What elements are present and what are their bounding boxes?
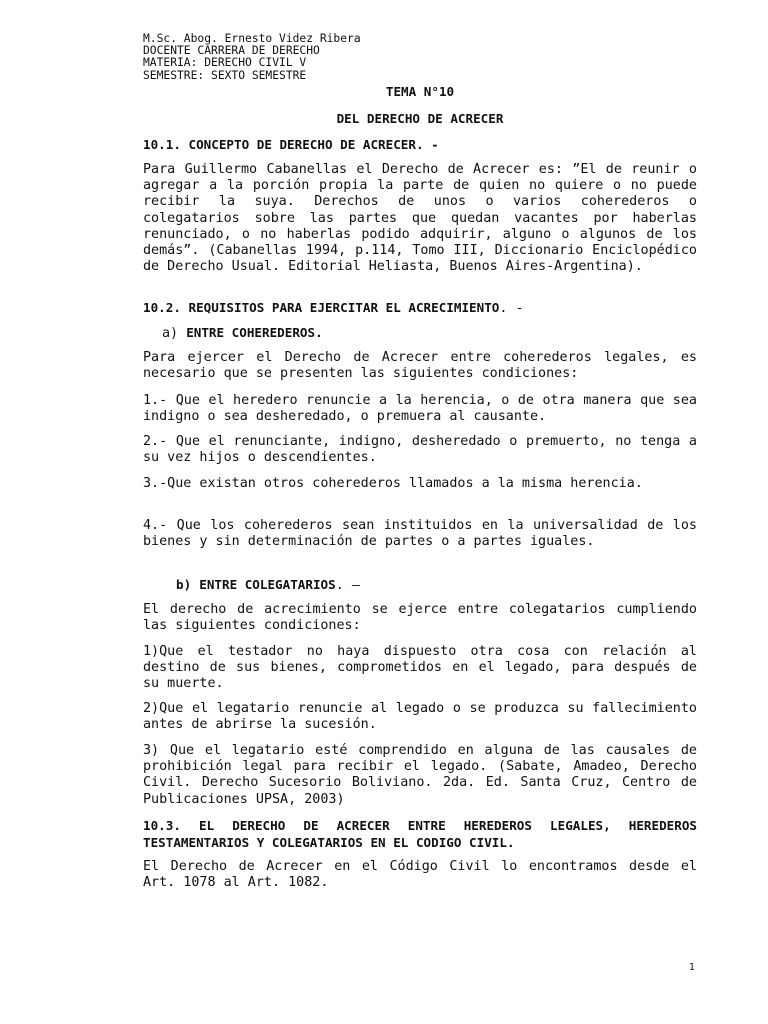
subsection-a-item-3: 3.-Que existan otros coherederos llamados a la misma herencia. bbox=[143, 476, 643, 491]
section-2-heading-text: 10.2. REQUISITOS PARA EJERCITAR EL ACRECIMIENTO bbox=[143, 300, 500, 315]
section-1-paragraph: Para Guillermo Cabanellas el Derecho de Acrecer es: ”El de reunir o agregar a la porción propia la parte de quien no quiere o no puede recibir la suya. Derechos de unos o varios coherederos o colegatarios sobre las partes que quedan vacantes por haberlas renunciado, o no haberlas podido adquirir, alguno o algunos de los demás”. (Cabanellas 1994, p.114, Tomo III, Diccionario Enciclopédico de Derecho Usual. Editorial Heliasta, Buenos Aires-Argentina). bbox=[143, 162, 697, 275]
subsection-b-item-3: 3) Que el legatario esté comprendido en alguna de las causales de prohibición legal para recibir el legado. (Sabate, Amadeo, Derecho Civil. Derecho Sucesorio Boliviano. 2da. Ed. Santa Cruz, Centro de Publicaciones UPSA, 2003) bbox=[143, 743, 697, 807]
section-3-heading: 10.3. EL DERECHO DE ACRECER ENTRE HEREDEROS LEGALES, HEREDEROS TESTAMENTARIOS Y COLEGATARIOS EN EL CODIGO CIVIL. bbox=[143, 818, 697, 850]
subsection-b-intro: El derecho de acrecimiento se ejerce entre colegatarios cumpliendo las siguientes condiciones: bbox=[143, 602, 697, 634]
subsection-a-heading bbox=[162, 325, 323, 341]
section-2-heading-suffix: . - bbox=[499, 301, 524, 316]
subsection-a-item-2: 2.- Que el renunciante, indigno, desheredado o premuerto, no tenga a su vez hijos o descendientes. bbox=[143, 434, 697, 466]
subsection-b-marker: b) bbox=[176, 577, 192, 592]
document-header bbox=[143, 33, 361, 82]
tema-title: TEMA N°10 bbox=[385, 84, 455, 99]
subsection-b-heading bbox=[176, 577, 360, 593]
semester-line: SEMESTRE: SEXTO SEMESTRE bbox=[143, 68, 307, 82]
subject-line: MATERIA: DERECHO CIVIL V bbox=[143, 56, 307, 70]
position-line: DOCENTE CARRERA DE DERECHO bbox=[143, 44, 320, 58]
subsection-a-item-1: 1.- Que el heredero renuncie a la herencia, o de otra manera que sea indigno o sea desheredado, o premuera al causante. bbox=[143, 393, 697, 425]
subsection-b-item-2: 2)Que el legatario renuncie al legado o se produzca su fallecimiento antes de abrirse la sucesión. bbox=[143, 701, 697, 733]
subsection-a-title: ENTRE COHEREDEROS. bbox=[186, 325, 323, 340]
subsection-a-item-4: 4.- Que los coherederos sean instituidos en la universalidad de los bienes y sin determinación de partes o a partes iguales. bbox=[143, 518, 697, 550]
page-number: 1 bbox=[689, 962, 695, 973]
section-3-paragraph: El Derecho de Acrecer en el Código Civil lo encontramos desde el Art. 1078 al Art. 1082. bbox=[143, 859, 697, 891]
section-2-heading bbox=[143, 300, 697, 317]
subsection-a-marker: a) bbox=[162, 326, 179, 341]
subsection-b-item-1: 1)Que el testador no haya dispuesto otra cosa con relación al destino de sus bienes, comprometidos en el legado, para después de su muerte. bbox=[143, 644, 697, 692]
subsection-b-title-suffix: . – bbox=[335, 578, 360, 593]
subsection-a-intro: Para ejercer el Derecho de Acrecer entre coherederos legales, es necesario que se presenten las siguientes condiciones: bbox=[143, 350, 697, 382]
main-title: DEL DERECHO DE ACRECER bbox=[336, 111, 504, 126]
section-1-heading: 10.1. CONCEPTO DE DERECHO DE ACRECER. - bbox=[143, 137, 439, 152]
subsection-b-title: ENTRE COLEGATARIOS bbox=[199, 577, 336, 592]
author-line: M.Sc. Abog. Ernesto Videz Ribera bbox=[143, 32, 361, 45]
